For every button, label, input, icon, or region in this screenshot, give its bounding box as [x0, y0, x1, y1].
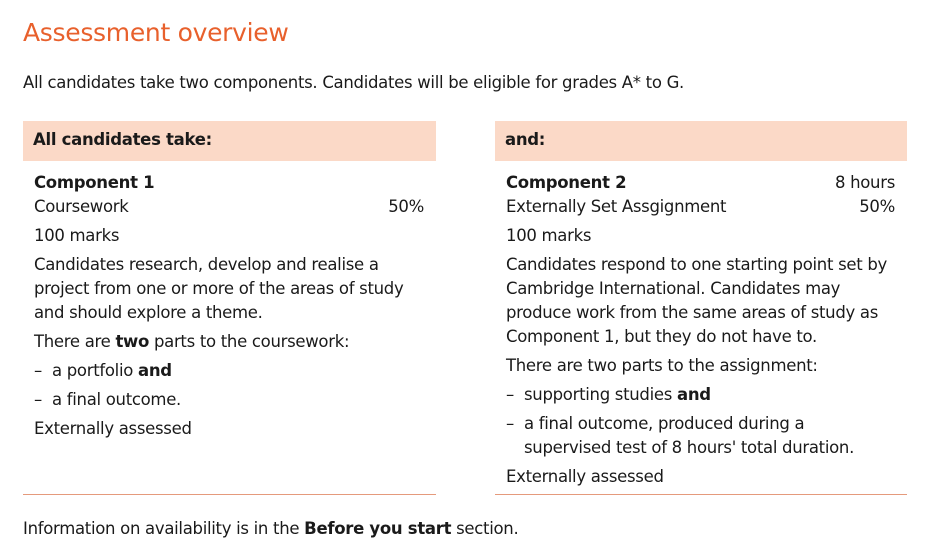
component-type: Coursework: [34, 197, 129, 216]
page-title: Assessment overview: [23, 18, 289, 47]
component-weight: 50%: [859, 197, 895, 216]
component-2-panel: [495, 121, 907, 495]
list-item: – supporting studies and: [506, 383, 895, 407]
component-description: Candidates respond to one starting point set by Cambridge International. Candidates may produce work from the same areas of study as Component 1, but they do not have to.: [506, 255, 887, 346]
parts-intro: There are two parts to the coursework:: [34, 332, 350, 351]
availability-note: Information on availability is in the Before you start section.: [23, 519, 519, 538]
component-marks: 100 marks: [34, 226, 120, 245]
component-marks: 100 marks: [506, 226, 592, 245]
component-type: Externally Set Assgignment: [506, 197, 727, 216]
assessment-method: Externally assessed: [506, 467, 664, 486]
dash-icon: –: [34, 361, 42, 380]
component-1-panel: [23, 121, 436, 495]
assessment-method: Externally assessed: [34, 419, 192, 438]
component-description: Candidates research, develop and realise a project from one or more of the areas of study and should explore a theme.: [34, 255, 404, 322]
column-header: All candidates take:: [23, 121, 436, 161]
list-item: – a final outcome, produced during a supervised test of 8 hours' total duration.: [506, 412, 895, 460]
component-title: Component 1: [34, 173, 155, 192]
component-duration: 8 hours: [834, 173, 895, 192]
component-weight: 50%: [388, 197, 424, 216]
list-item: – a portfolio and: [34, 359, 424, 383]
section-reference: Before you start: [304, 519, 452, 538]
parts-intro: There are two parts to the assignment:: [506, 356, 818, 375]
intro-text: All candidates take two components. Candidates will be eligible for grades A* to G.: [23, 73, 685, 92]
component-title: Component 2: [506, 173, 627, 192]
column-header: and:: [495, 121, 907, 161]
dash-icon: –: [506, 414, 514, 433]
list-item: – a final outcome.: [34, 388, 424, 412]
dash-icon: –: [34, 390, 42, 409]
dash-icon: –: [506, 385, 514, 404]
